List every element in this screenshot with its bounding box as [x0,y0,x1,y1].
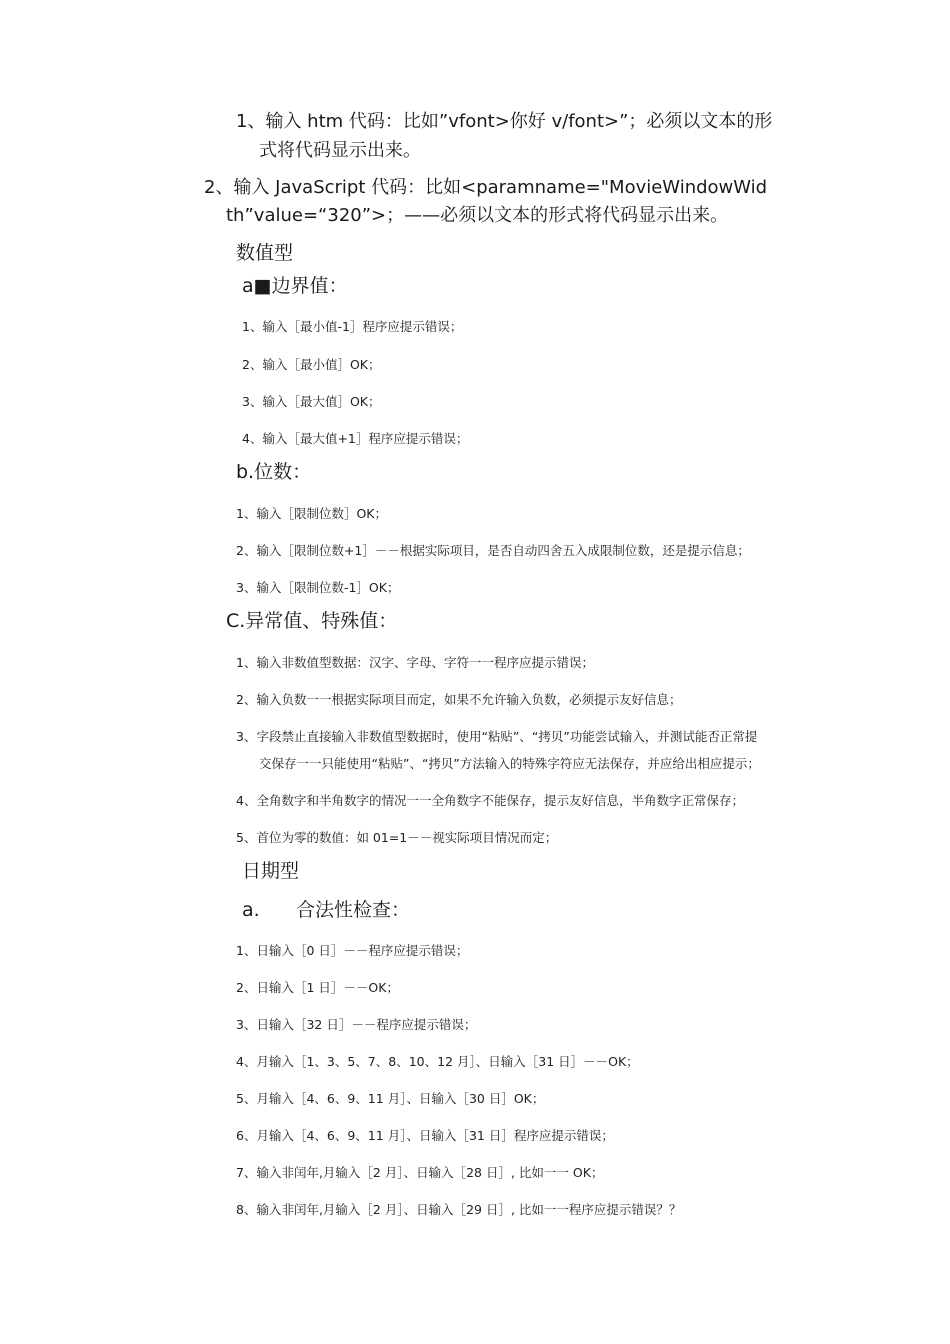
date-item: 4、月输入［1、3、5、7、8、10、12 月］、日输入［31 日］－－OK； [236,1054,639,1069]
special-values-heading: C.异常值、特殊值： [226,610,398,632]
html-item-line-2: 式将代码显示出来。 [259,140,421,161]
digits-heading: b.位数： [236,461,312,483]
html-item-line-1: 1、输入 htm 代码：比如”vfont>你好 v/font>”；必须以文本的形 [236,111,773,132]
numeric-section-title: 数值型 [236,242,294,264]
date-item: 1、日输入［0 日］－－程序应提示错误； [236,943,469,958]
date-section-title: 日期型 [242,860,300,882]
digits-item: 1、输入［限制位数］OK； [236,506,387,521]
date-item: 8、输入非闰年,月输入［2 月］、日输入［29 日］, 比如一一程序应提示错误？？ [236,1202,682,1217]
special-item: 5、首位为零的数值：如 01=1－－视实际项目情况而定； [236,830,558,845]
js-item-line-1: 2、输入 JavaScript 代码：比如<paramname="MovieWindowWid [204,177,768,198]
boundary-item: 3、输入［最大值］OK； [242,394,381,409]
special-item: 3、字段禁止直接输入非数值型数据时，使用“粘贴”、“拷贝”功能尝试输入，并测试能否正常提 [236,729,758,744]
special-item: 1、输入非数值型数据：汉字、字母、字符一一程序应提示错误； [236,655,594,670]
digits-item: 2、输入［限制位数+1］－－根据实际项目，是否自动四舍五入成限制位数，还是提示信息； [236,543,750,558]
date-item: 2、日输入［1 日］－－OK； [236,980,399,995]
date-item: 3、日输入［32 日］－－程序应提示错误； [236,1017,477,1032]
special-item: 4、全角数字和半角数字的情况一一全角数字不能保存，提示友好信息，半角数字正常保存； [236,793,744,808]
validity-heading: 合法性检查： [296,899,411,921]
validity-label: a. [242,899,260,921]
special-item: 2、输入负数一一根据实际项目而定，如果不允许输入负数，必须提示友好信息； [236,692,682,707]
date-item: 7、输入非闰年,月输入［2 月］、日输入［28 日］, 比如一一 OK； [236,1165,604,1180]
js-item-line-2: th”value=“320”>；——必须以文本的形式将代码显示出来。 [226,205,729,226]
boundary-item: 1、输入［最小值-1］程序应提示错误； [242,319,463,334]
boundary-item: 2、输入［最小值］OK； [242,357,381,372]
date-item: 5、月输入［4、6、9、11 月］、日输入［30 日］OK； [236,1091,545,1106]
special-item-continuation: 交保存一一只能使用“粘贴”、“拷贝”方法输入的特殊字符应无法保存，并应给出相应提示； [259,756,760,771]
boundary-item: 4、输入［最大值+1］程序应提示错误； [242,431,469,446]
boundary-heading: a■边界值： [242,275,348,297]
digits-item: 3、输入［限制位数-1］OK； [236,580,400,595]
date-item: 6、月输入［4、6、9、11 月］、日输入［31 日］程序应提示错误； [236,1128,614,1143]
